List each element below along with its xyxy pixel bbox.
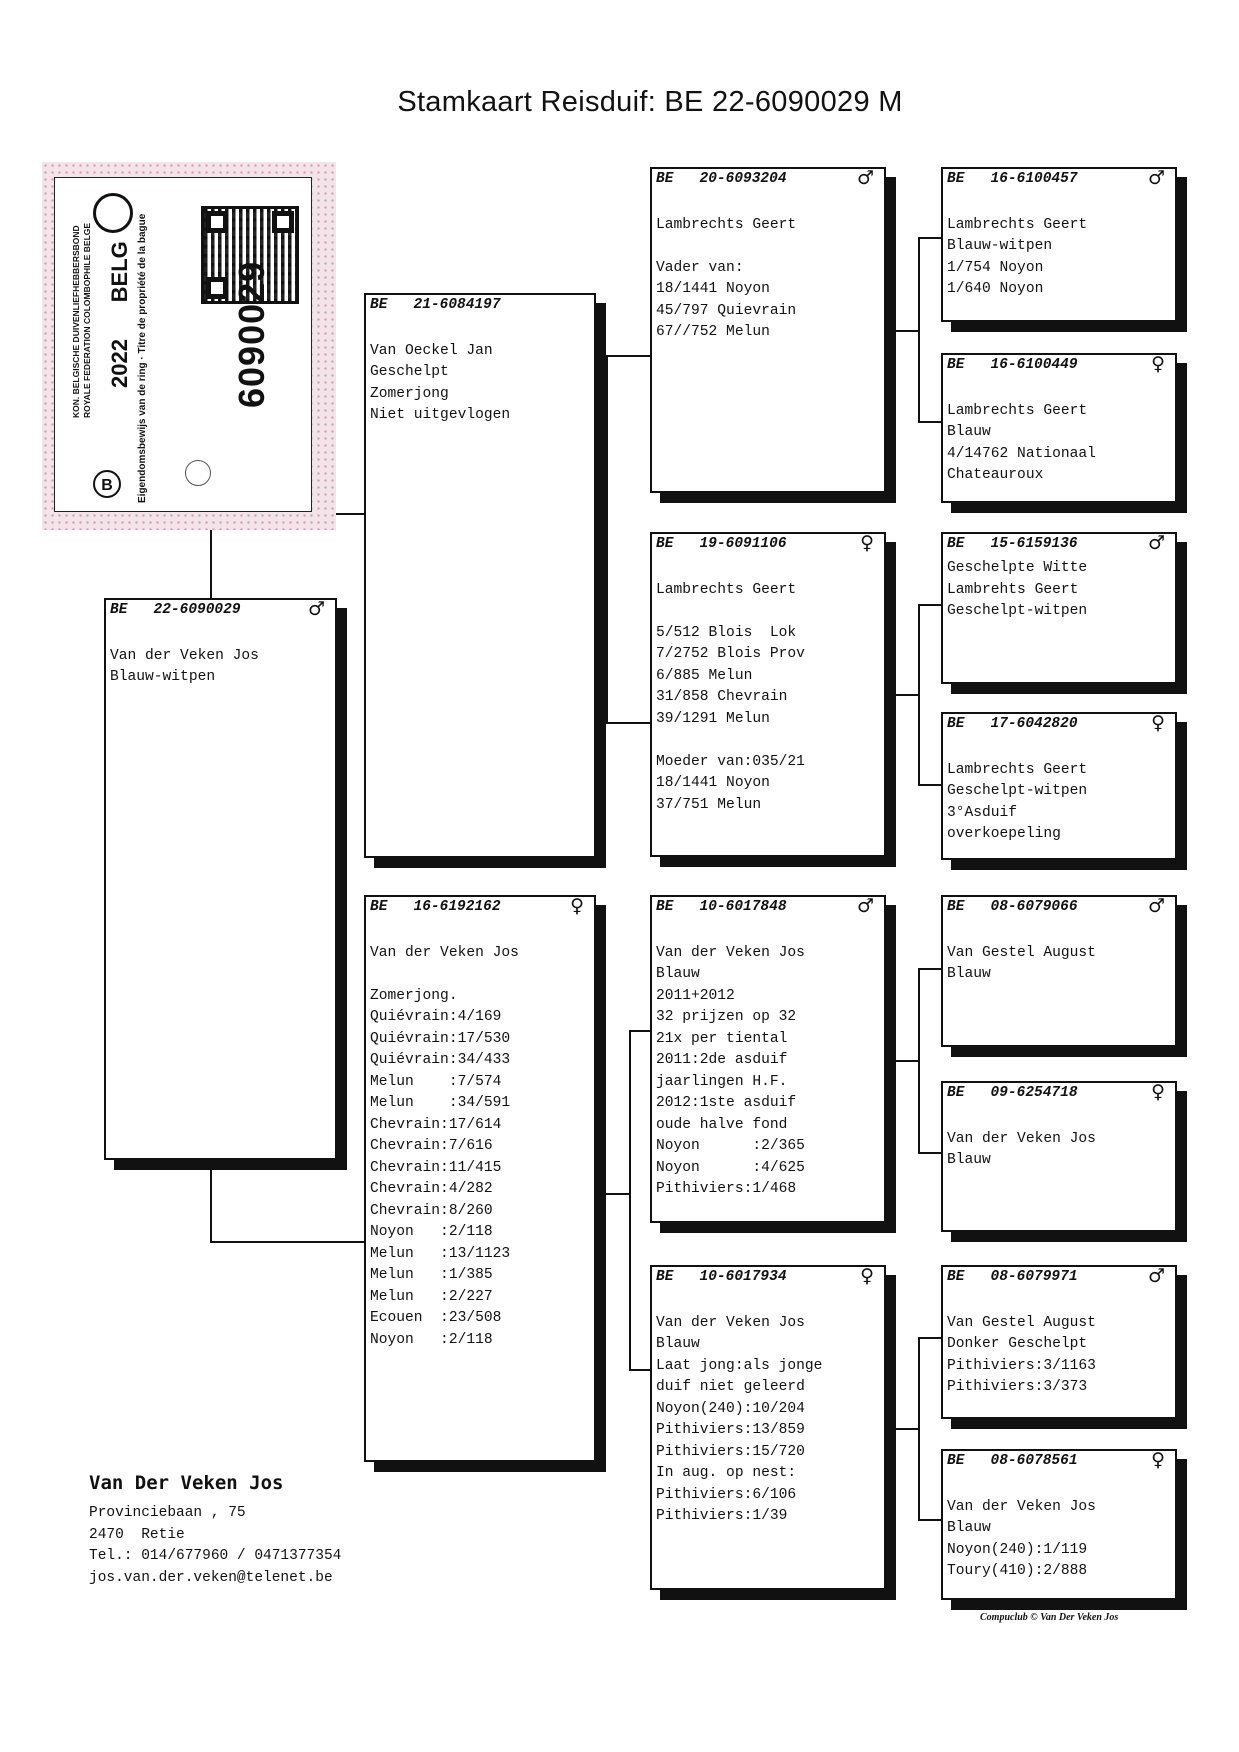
connector bbox=[606, 722, 651, 724]
page-title: Stamkaart Reisduif: BE 22-6090029 M bbox=[397, 86, 903, 118]
card-line: Pithiviers:1/39 bbox=[656, 1508, 788, 1524]
card-line bbox=[656, 1291, 880, 1313]
ring-prefix: BE bbox=[370, 899, 388, 915]
card-line: 21x per tiental bbox=[656, 1030, 788, 1047]
card-mf bbox=[650, 895, 886, 1223]
card-line: 45/797 Quievrain bbox=[656, 302, 797, 319]
ring-id: 20-6093204 bbox=[699, 171, 787, 187]
card-line: In aug. op nest: bbox=[656, 1465, 797, 1481]
ring-id: 08-6078561 bbox=[990, 1453, 1078, 1469]
card-line: Van Gestel August bbox=[947, 944, 1096, 961]
ring-id: 08-6079971 bbox=[990, 1269, 1078, 1285]
card-body bbox=[943, 738, 1175, 846]
logo-b-icon: B bbox=[93, 470, 121, 498]
card-header bbox=[366, 897, 594, 921]
card-line bbox=[370, 964, 590, 986]
card-line: overkoepeling bbox=[947, 826, 1061, 842]
card-line: Pithiviers:15/720 bbox=[656, 1443, 805, 1460]
ring-year-country: 2022 BELG bbox=[107, 241, 132, 388]
connector bbox=[629, 1030, 631, 1370]
card-line bbox=[370, 319, 590, 341]
card-line: Pithiviers:1/468 bbox=[656, 1181, 797, 1197]
card-line: Van der Veken Jos bbox=[947, 1130, 1096, 1147]
card-line: Lambrechts Geert bbox=[947, 216, 1088, 233]
emblem-icon bbox=[93, 193, 133, 233]
card-line: Donker Geschelpt bbox=[947, 1336, 1088, 1352]
card-line: Pithiviers:3/1163 bbox=[947, 1357, 1096, 1374]
connector bbox=[918, 237, 942, 239]
card-line: Toury(410):2/888 bbox=[947, 1563, 1088, 1579]
card-line: Quiévrain:17/530 bbox=[370, 1030, 511, 1047]
ring-id: 10-6017848 bbox=[699, 899, 787, 915]
card-line: Melun :1/385 bbox=[370, 1267, 493, 1283]
card-mmm bbox=[941, 1449, 1177, 1600]
card-line: Chevrain:7/616 bbox=[370, 1138, 493, 1154]
card-line: 2011:2de asduif bbox=[656, 1052, 788, 1068]
card-line bbox=[947, 1291, 1171, 1313]
card-line: Pithiviers:3/373 bbox=[947, 1379, 1088, 1395]
ring-id: 22-6090029 bbox=[153, 602, 241, 618]
card-header bbox=[652, 169, 884, 193]
card-line bbox=[656, 921, 880, 943]
connector bbox=[918, 784, 942, 786]
sex-icon: ♂ bbox=[856, 895, 874, 917]
sex-icon: ♂ bbox=[856, 167, 874, 189]
ring-prefix: BE bbox=[656, 1269, 674, 1285]
card-body bbox=[652, 1291, 884, 1528]
card-header bbox=[943, 714, 1175, 738]
card-fm bbox=[650, 532, 886, 857]
ring-prefix: BE bbox=[370, 297, 388, 313]
card-line: Zomerjong bbox=[370, 385, 449, 402]
connector bbox=[895, 330, 920, 332]
card-line: Noyon(240):1/119 bbox=[947, 1541, 1088, 1558]
card-line: Pithiviers:13/859 bbox=[656, 1422, 805, 1438]
card-line: Van der Veken Jos bbox=[656, 944, 805, 961]
card-line: Chevrain:17/614 bbox=[370, 1116, 502, 1133]
connector bbox=[895, 1060, 920, 1062]
card-line: 18/1441 Noyon bbox=[656, 281, 770, 297]
card-header bbox=[943, 897, 1175, 921]
card-body bbox=[652, 193, 884, 344]
connector bbox=[595, 515, 608, 517]
card-header bbox=[652, 897, 884, 921]
sex-icon: ♀ bbox=[860, 1265, 874, 1287]
connector bbox=[895, 694, 920, 696]
sex-icon: ♂ bbox=[1147, 1265, 1165, 1287]
card-line bbox=[370, 921, 590, 943]
card-line: Van der Veken Jos bbox=[370, 944, 519, 961]
card-line: 31/858 Chevrain bbox=[656, 689, 788, 705]
connector bbox=[606, 515, 608, 723]
card-line: 18/1441 Noyon bbox=[656, 775, 770, 791]
ring-id: 08-6079066 bbox=[990, 899, 1078, 915]
sex-icon: ♂ bbox=[1147, 895, 1165, 917]
sex-icon: ♂ bbox=[1147, 532, 1165, 554]
owner-phone: Tel.: 014/677960 / 0471377354 bbox=[89, 1548, 342, 1564]
ring-id: 16-6192162 bbox=[413, 899, 501, 915]
card-line: Lambrechts Geert bbox=[947, 402, 1088, 419]
connector bbox=[336, 513, 365, 515]
card-header bbox=[943, 169, 1175, 193]
card-line bbox=[947, 193, 1171, 215]
sex-icon: ♀ bbox=[570, 895, 584, 917]
connector bbox=[918, 968, 942, 970]
sex-icon: ♀ bbox=[1151, 353, 1165, 375]
ring-org: KON. BELGISCHE DUIVENLIEFHEBBERSBOND ROYALE FEDERATION COLOMBOPHILE BELGE bbox=[71, 222, 92, 418]
card-line: Noyon :4/625 bbox=[656, 1159, 805, 1176]
ring-certificate-inner bbox=[54, 177, 312, 512]
card-line bbox=[947, 1475, 1171, 1497]
card-body bbox=[943, 558, 1175, 623]
card-line: Van der Veken Jos bbox=[947, 1498, 1096, 1515]
card-header bbox=[943, 534, 1175, 558]
card-line: Chevrain:11/415 bbox=[370, 1159, 502, 1176]
sex-icon: ♀ bbox=[860, 532, 874, 554]
card-line bbox=[110, 624, 331, 646]
card-line: Niet uitgevlogen bbox=[370, 407, 511, 423]
card-line bbox=[656, 730, 880, 752]
ring-prefix: BE bbox=[947, 171, 965, 187]
card-line: Zomerjong. bbox=[370, 987, 458, 1004]
ring-id: 17-6042820 bbox=[990, 716, 1078, 732]
sex-icon: ♀ bbox=[1151, 712, 1165, 734]
card-line: Chateauroux bbox=[947, 467, 1044, 483]
ring-prefix: BE bbox=[947, 716, 965, 732]
card-line bbox=[656, 601, 880, 623]
card-header bbox=[943, 355, 1175, 379]
card-father bbox=[364, 293, 596, 858]
card-fmm bbox=[941, 712, 1177, 860]
card-mff bbox=[941, 895, 1177, 1047]
card-line: Van der Veken Jos bbox=[110, 647, 259, 664]
card-body bbox=[366, 921, 594, 1351]
card-line: Blauw bbox=[656, 1336, 700, 1352]
sex-icon: ♂ bbox=[1147, 167, 1165, 189]
card-header bbox=[652, 1267, 884, 1291]
card-line bbox=[947, 738, 1171, 760]
card-line: Pithiviers:6/106 bbox=[656, 1486, 797, 1503]
connector bbox=[210, 1158, 212, 1242]
card-line: Chevrain:4/282 bbox=[370, 1181, 493, 1197]
connector bbox=[606, 355, 651, 357]
ring-prefix: BE bbox=[656, 899, 674, 915]
card-line: 37/751 Melun bbox=[656, 796, 762, 813]
card-line: 2011+2012 bbox=[656, 987, 735, 1004]
ring-id: 10-6017934 bbox=[699, 1269, 787, 1285]
card-header bbox=[652, 534, 884, 558]
connector bbox=[918, 1519, 942, 1521]
card-line: Blauw bbox=[947, 1152, 991, 1168]
card-body bbox=[652, 558, 884, 816]
card-line: Lambrechts Geert bbox=[947, 761, 1088, 778]
ring-id: 19-6091106 bbox=[699, 536, 787, 552]
connector bbox=[629, 1369, 651, 1371]
card-body bbox=[943, 193, 1175, 301]
owner-block bbox=[89, 1472, 341, 1589]
ring-id: 16-6100457 bbox=[990, 171, 1078, 187]
ring-hole bbox=[185, 460, 211, 486]
connector bbox=[918, 604, 942, 606]
card-line: Geschelpt-witpen bbox=[947, 783, 1088, 799]
card-line: oude halve fond bbox=[656, 1116, 788, 1133]
sex-icon: ♀ bbox=[1151, 1081, 1165, 1103]
card-line: 32 prijzen op 32 bbox=[656, 1009, 797, 1025]
card-line: 4/14762 Nationaal bbox=[947, 445, 1096, 462]
card-line bbox=[656, 193, 880, 215]
ring-prefix: BE bbox=[947, 536, 965, 552]
card-line: jaarlingen H.F. bbox=[656, 1073, 788, 1090]
ring-prefix: BE bbox=[947, 1085, 965, 1101]
card-line: 39/1291 Melun bbox=[656, 710, 770, 727]
ring-certificate bbox=[42, 162, 336, 530]
card-mm bbox=[650, 1265, 886, 1590]
connector bbox=[210, 1241, 365, 1243]
card-header bbox=[943, 1267, 1175, 1291]
card-line: Quiévrain:4/169 bbox=[370, 1009, 502, 1025]
card-line: Geschelpt bbox=[370, 364, 449, 380]
card-line bbox=[947, 921, 1171, 943]
ring-id: 16-6100449 bbox=[990, 357, 1078, 373]
card-header bbox=[366, 295, 594, 319]
sex-icon: ♂ bbox=[307, 598, 325, 620]
card-mfm bbox=[941, 1081, 1177, 1232]
owner-name: Van Der Veken Jos bbox=[89, 1472, 284, 1494]
connector bbox=[918, 421, 942, 423]
card-line: 7/2752 Blois Prov bbox=[656, 646, 805, 662]
card-header bbox=[106, 600, 335, 624]
card-line: Geschelpt-witpen bbox=[947, 603, 1088, 619]
card-fff bbox=[941, 167, 1177, 322]
ring-id: 15-6159136 bbox=[990, 536, 1078, 552]
card-line: Geschelpte Witte bbox=[947, 560, 1088, 576]
connector bbox=[895, 1428, 920, 1430]
card-line: Ecouen :23/508 bbox=[370, 1310, 502, 1326]
card-line: Melun :34/591 bbox=[370, 1095, 511, 1111]
card-line: Melun :2/227 bbox=[370, 1288, 493, 1305]
card-header bbox=[943, 1083, 1175, 1107]
connector bbox=[606, 355, 608, 517]
ring-number: 6090029 bbox=[231, 260, 272, 408]
card-body bbox=[943, 379, 1175, 487]
card-line: Blauw-witpen bbox=[110, 669, 216, 685]
card-line bbox=[656, 558, 880, 580]
card-line: Melun :13/1123 bbox=[370, 1245, 511, 1262]
card-body bbox=[943, 1107, 1175, 1172]
card-line: 5/512 Blois Lok bbox=[656, 624, 797, 641]
card-subject bbox=[104, 598, 337, 1160]
card-line: Blauw bbox=[947, 966, 991, 982]
card-line: duif niet geleerd bbox=[656, 1379, 805, 1395]
card-ffm bbox=[941, 353, 1177, 503]
card-line: Noyon(240):10/204 bbox=[656, 1400, 805, 1417]
card-line bbox=[947, 1107, 1171, 1129]
card-line: Blauw-witpen bbox=[947, 238, 1053, 254]
card-line: Blauw bbox=[656, 966, 700, 982]
ring-id: 21-6084197 bbox=[413, 297, 501, 313]
card-body bbox=[652, 921, 884, 1201]
card-line: 2012:1ste asduif bbox=[656, 1095, 797, 1111]
card-fmf bbox=[941, 532, 1177, 684]
ring-prefix: BE bbox=[947, 357, 965, 373]
card-line: Vader van: bbox=[656, 259, 744, 276]
card-line: Van der Veken Jos bbox=[656, 1314, 805, 1331]
card-mmf bbox=[941, 1265, 1177, 1419]
sex-icon: ♀ bbox=[1151, 1449, 1165, 1471]
card-line: Lambrechts Geert bbox=[656, 216, 797, 233]
card-line: Noyon :2/118 bbox=[370, 1224, 493, 1240]
card-line: Chevrain:8/260 bbox=[370, 1202, 493, 1219]
card-body bbox=[943, 1291, 1175, 1399]
ring-prefix: BE bbox=[656, 171, 674, 187]
ring-prefix: BE bbox=[947, 899, 965, 915]
card-line bbox=[947, 379, 1171, 401]
card-line: Laat jong:als jonge bbox=[656, 1357, 823, 1374]
card-line: 1/640 Noyon bbox=[947, 281, 1044, 297]
card-line: Noyon :2/365 bbox=[656, 1138, 805, 1154]
ring-id: 09-6254718 bbox=[990, 1085, 1078, 1101]
card-body bbox=[366, 319, 594, 427]
card-line: Lambrechts Geert bbox=[656, 581, 797, 598]
ring-prefix: BE bbox=[947, 1453, 965, 1469]
card-line: Noyon :2/118 bbox=[370, 1331, 493, 1348]
card-line: Blauw bbox=[947, 424, 991, 440]
card-line: Van Oeckel Jan bbox=[370, 342, 493, 359]
card-line bbox=[656, 236, 880, 258]
card-mother bbox=[364, 895, 596, 1462]
connector bbox=[918, 1337, 942, 1339]
card-line: Melun :7/574 bbox=[370, 1073, 502, 1090]
footer-credit: Compuclub © Van Der Veken Jos bbox=[980, 1612, 1119, 1623]
connector bbox=[210, 530, 212, 598]
card-line: 6/885 Melun bbox=[656, 667, 753, 684]
ring-caption: Eigendomsbewijs van de ring · Titre de propriété de la bague bbox=[137, 213, 148, 503]
card-line: 67//752 Melun bbox=[656, 324, 770, 340]
ring-prefix: BE bbox=[947, 1269, 965, 1285]
owner-city: 2470 Retie bbox=[89, 1526, 185, 1543]
card-ff bbox=[650, 167, 886, 493]
card-body bbox=[943, 1475, 1175, 1583]
card-line: 1/754 Noyon bbox=[947, 259, 1044, 276]
owner-street: Provinciebaan , 75 bbox=[89, 1505, 246, 1521]
card-line: Blauw bbox=[947, 1520, 991, 1536]
ring-prefix: BE bbox=[110, 602, 128, 618]
card-line: Quiévrain:34/433 bbox=[370, 1052, 511, 1068]
card-line: Van Gestel August bbox=[947, 1314, 1096, 1331]
owner-email: jos.van.der.veken@telenet.be bbox=[89, 1569, 333, 1586]
card-line: Lambrehts Geert bbox=[947, 581, 1079, 598]
card-body bbox=[106, 624, 335, 689]
card-header bbox=[943, 1451, 1175, 1475]
card-body bbox=[943, 921, 1175, 986]
card-line: Moeder van:035/21 bbox=[656, 753, 805, 770]
connector bbox=[629, 1030, 651, 1032]
ring-prefix: BE bbox=[656, 536, 674, 552]
connector bbox=[918, 1152, 942, 1154]
card-line: 3°Asduif bbox=[947, 804, 1018, 821]
connector bbox=[595, 1193, 631, 1195]
